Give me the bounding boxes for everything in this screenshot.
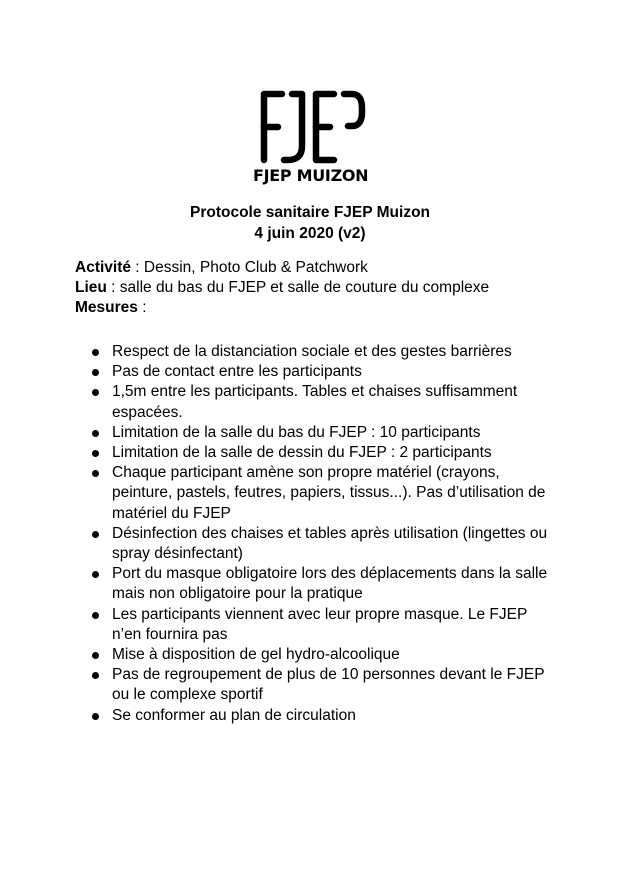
list-item-text: Pas de contact entre les participants [112,363,362,381]
list-item [75,706,555,726]
place-value: : salle du bas du FJEP et salle de couture du complexe [106,279,490,296]
list-item-text: Se conformer au plan de circulation [112,706,356,724]
bullet-icon [92,349,99,356]
list-item [75,423,555,443]
bullet-icon [92,470,99,477]
measures-list [75,342,555,726]
logo-caption: FJEP MUIZON [253,166,369,185]
measures-label: Mesures [75,299,138,316]
bullet-icon [92,672,99,679]
list-item-text: Respect de la distanciation sociale et des gestes barrières [112,343,512,360]
list-item [75,362,555,382]
activity-info [75,258,575,318]
bullet-icon [92,369,99,376]
activity-row [75,258,575,278]
list-item-text: Limitation de la salle de dessin du FJEP : 2 participants [112,444,492,462]
place-row [75,278,575,298]
activity-value: : Dessin, Photo Club & Patchwork [131,259,368,276]
document-header [0,202,620,244]
list-item-text: Chaque participant amène son propre matériel (crayons, peinture, pastels, feutres, papiers, tissus...). Pas d’utilisation de matériel du FJEP [112,464,546,522]
bullet-icon [92,450,99,457]
bullet-icon [92,713,99,720]
list-item-text: Port du masque obligatoire lors des déplacements dans la salle mais non obligatoire pour la pratique [112,565,548,603]
document-date: 4 juin 2020 (v2) [254,225,366,242]
bullet-icon [92,389,99,396]
measures-suffix: : [137,299,147,316]
list-item-text: Mise à disposition de gel hydro-alcoolique [112,646,400,664]
activity-label: Activité [75,259,131,276]
bullet-icon [92,531,99,538]
list-item [75,665,555,705]
fjep-logo-mark [258,88,366,164]
bullet-icon [92,652,99,659]
list-item-text: 1,5m entre les participants. Tables et chaises suffisamment espacées. [112,383,518,421]
bullet-icon [92,612,99,619]
list-item [75,443,555,463]
document-title: Protocole sanitaire FJEP Muizon [189,204,430,221]
fjep-logo [253,88,368,188]
place-label: Lieu [75,279,107,296]
list-item [75,605,555,645]
list-item [75,382,555,422]
list-item-text: Pas de regroupement de plus de 10 personnes devant le FJEP ou le complexe sportif [112,666,545,704]
bullet-icon [92,430,99,437]
bullet-icon [92,571,99,578]
list-item [75,463,555,524]
list-item-text: Les participants viennent avec leur propre masque. Le FJEP n’en fournira pas [112,605,528,643]
list-item [75,645,555,665]
list-item-text: Limitation de la salle du bas du FJEP : 10 participants [112,423,481,441]
list-item [75,342,555,362]
list-item-text: Désinfection des chaises et tables après utilisation (lingettes ou spray désinfectant) [112,524,548,563]
measures-heading-row [75,298,575,318]
list-item [75,564,555,604]
list-item [75,524,555,564]
